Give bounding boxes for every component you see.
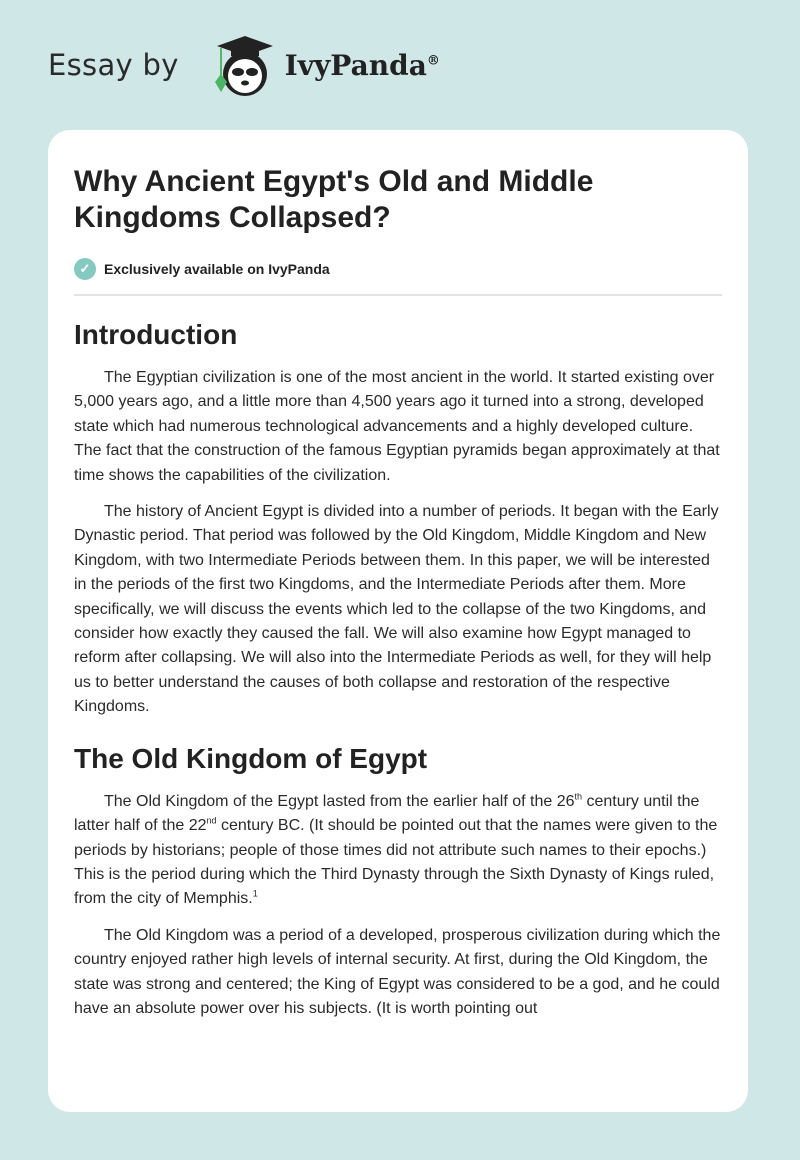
footnote-ref[interactable]: 1 (252, 888, 258, 899)
section-heading: The Old Kingdom of Egypt (74, 742, 428, 774)
brand-name: IvyPanda® (284, 48, 440, 82)
paragraph: The Old Kingdom of the Egypt lasted from the earlier half of the 26th century until the latter half of the 22nd century BC. (It should be pointed out that the names were given to the periods by historians; people of those times did not attribute such names to their epochs.) This is the period during which the Third Dynasty through the Sixth Dynasty of Kings ruled, from the city of Memphis.$^1$ (74, 791, 718, 908)
essay-card (48, 130, 748, 1112)
essay-by-label: Essay by (48, 48, 179, 82)
paragraph: The history of Ancient Egypt is divided into a number of periods. It began with the Early Dynastic period. That period was followed by the Old Kingdom, Middle Kingdom and New Kingdom, with two Intermediate Periods between them. In this paper, we will be interested in the periods of the first two Kingdoms, and the Intermediate Periods after them. More specifically, we will discuss the events which led to the collapse of the two Kingdoms, and consider how exactly they caused the fall. We will also examine how Egypt managed to reform after collapsing. We will also into the Intermediate Periods as well, for they will help us to better understand the causes of both collapse and restoration of the respective Kingdoms. (74, 503, 719, 716)
exclusive-badge (74, 258, 722, 280)
site-header (48, 30, 440, 100)
paragraph: The Egyptian civilization is one of the most ancient in the world. It started existing over 5,000 years ago, and a little more than 4,500 years ago it turned into a strong, developed state which had numerous technological advancements and a highly developed culture. The fact that the construction of the famous Egyptian pyramids began approximately at that time shows the capabilities of the civilization. (74, 369, 720, 484)
check-icon: ✓ (74, 258, 96, 280)
ivypanda-logo-icon[interactable] (197, 30, 281, 100)
paragraph: The Old Kingdom was a period of a developed, prosperous civilization during which the country enjoyed rather high levels of internal security. At first, during the Old Kingdom, the state was strong and centered; the King of Egypt was considered to be a god, and he could have an absolute power over his subjects. (It is worth pointing out (74, 926, 721, 1017)
essay-title: Why Ancient Egypt's Old and Middle Kingdoms Collapsed? (74, 165, 594, 234)
badge-text: Exclusively available on IvyPanda (104, 261, 330, 277)
section-heading: Introduction (74, 319, 238, 350)
divider (74, 294, 722, 296)
